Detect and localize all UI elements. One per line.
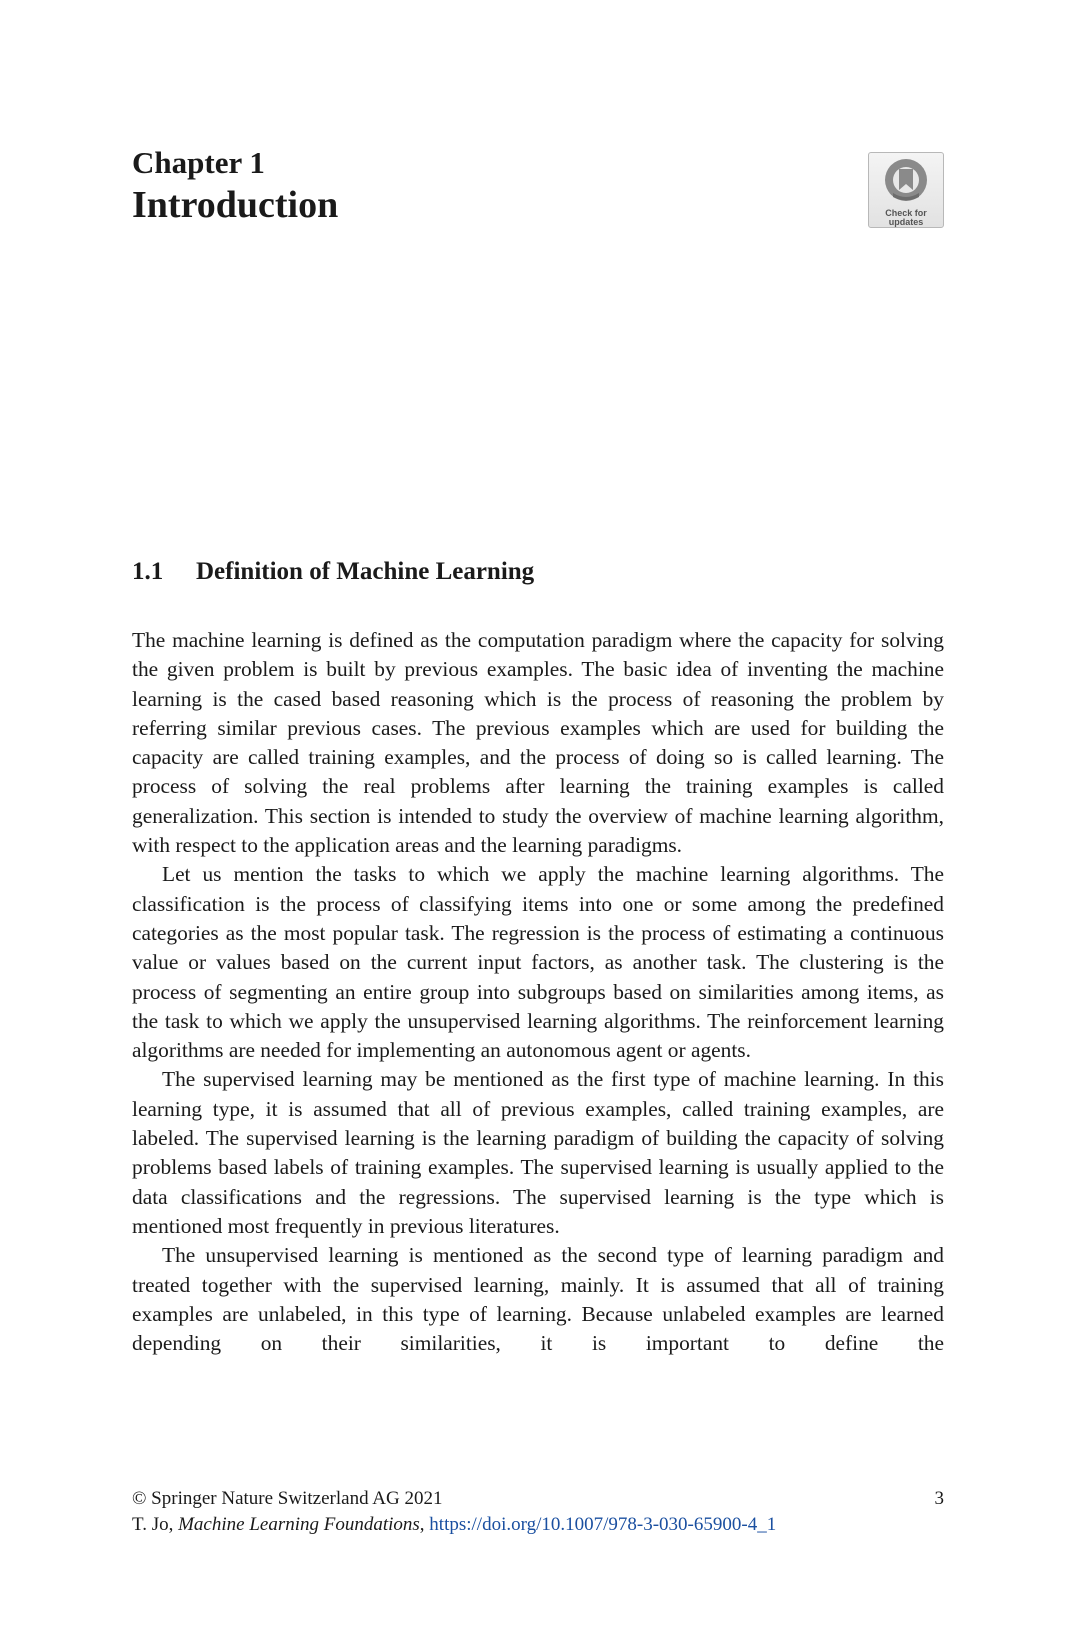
chapter-title: Introduction [132, 184, 339, 227]
chapter-label: Chapter 1 [132, 145, 265, 180]
paragraph-1: The machine learning is defined as the computation paradigm where the capacity for solving the given problem is built by previous examples. The basic idea of inventing the machine learning is the cased based reasoning which is the process of reasoning the problem by referring similar previous cases. The previous examples which are used for building the capacity are called training examples, and the process of doing so is called learning. The process of solving the real problems after learning the training examples is called generalization. This section is intended to study the overview of machine learning algorithm, with respect to the application areas and the learning paradigms. [132, 628, 944, 858]
citation-book-title: Machine Learning Foundations [178, 1514, 420, 1535]
check-for-updates-badge[interactable] [868, 152, 944, 228]
badge-line-1: Check for [885, 208, 927, 218]
paragraph-2: Let us mention the tasks to which we apply the machine learning algorithms. The classification is the process of classifying items into one or some among the predefined categories as the most popular task. The regression is the process of estimating a continuous value or values based on the current input factors, as another task. The clustering is the process of segmenting an entire group into subgroups based on similarities among items, as the task to which we apply the unsupervised learning algorithms. The reinforcement learning algorithms are needed for implementing an autonomous agent or agents. [132, 862, 944, 1063]
body-text [132, 626, 944, 1358]
chapter-header [132, 146, 338, 228]
badge-line-2: updates [888, 217, 924, 228]
crossmark-icon [883, 157, 929, 203]
doi-link[interactable]: https://doi.org/10.1007/978-3-030-65900-4_1 [429, 1514, 777, 1535]
section-title: Definition of Machine Learning [196, 558, 535, 585]
paragraph-4: The unsupervised learning is mentioned as the second type of learning paradigm and treated together with the supervised learning, mainly. It is assumed that all of training examples are unlabeled, in this type of learning. Because unlabeled examples are learned depending on their similarities, it is important to define the [132, 1243, 944, 1356]
footer-row-citation [132, 1512, 944, 1538]
citation-author: T. Jo, [132, 1514, 179, 1535]
footer-row-copyright [132, 1486, 944, 1512]
copyright-notice: © Springer Nature Switzerland AG 2021 [132, 1488, 443, 1509]
paragraph-3: The supervised learning may be mentioned as the first type of machine learning. In this learning type, it is assumed that all of previous examples, called training examples, are labeled. The supervised learning is the learning paradigm of building the capacity of solving problems based labels of training examples. The supervised learning is usually applied to the data classifications and the regressions. The supervised learning is the type which is mentioned most frequently in previous literatures. [132, 1067, 944, 1238]
page-footer [132, 1486, 944, 1538]
badge-label [869, 209, 943, 228]
section-number: 1.1 [132, 558, 164, 585]
section-heading [132, 558, 534, 586]
citation-separator: , [419, 1514, 430, 1535]
page-number: 3 [934, 1488, 944, 1509]
